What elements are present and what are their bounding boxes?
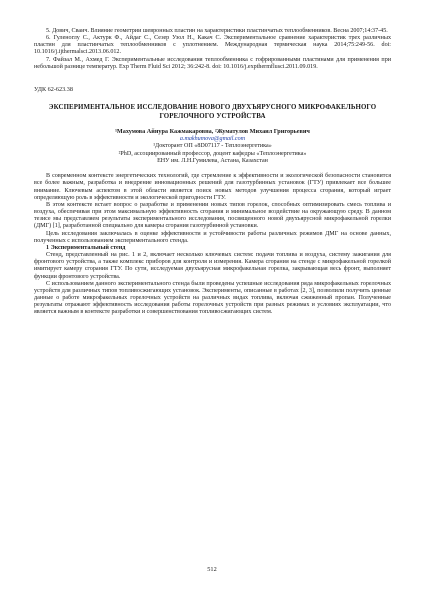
reference-item: 7. Файзал М., Ахмед Г. Экспериментальные исследования теплообменника с гофрированными пластинами для применения при небольшой разнице температур. Exp Therm Fluid Sci 2012; 36:242-8. doi: 10.1016/j.expthermflusci.2011.09.019. <box>34 56 391 70</box>
paragraph: В этом контексте встает вопрос о разработке и применении новых типов горелок, способных оптимизировать смесь топлива и воздуха, обеспечивая при этом максимальную эффективность сгорания и минимальное воздействие на окружающую среду. В данном тезисе мы представляем результаты экспериментального исследования, посвященного новой двухъярусной микрофакельной горелки (ДМГ) [1], разработанной специально для камеры сгорания газотурбинной установки. <box>34 201 391 230</box>
paragraph: В современном контексте энергетических технологий, где стремление к эффективности и экологической безопасности становится все более важным, разработка и внедрение инновационных решений для газотурбинных установок (ГТУ) привлекает все большее внимание. Ключевым аспектом в этой области является поиск новых методов улучшения процесса сгорания, который играет определяющую роль в эффективности и экологической пригодности ГТУ. <box>34 173 391 201</box>
paragraph: С использованием данного экспериментального стенда были проведены успешные исследования ряда микрофакельных горелочных устройств для различных типов топливосжигающих установок. Эксперименты, описанные в работах [2, 3], позволили получить ценные данные о работе микрофакельных горелочных устройств на различных видах топлива, включая сжиженный пропан. Полученные результаты отражают эффективность исследования работы горелочных устройств при разных режимах и условиях эксплуатации, что является важным в контексте разработки и совершенствования топливосжигающих систем. <box>34 280 391 316</box>
page-number: 512 <box>207 566 217 573</box>
section-heading: 1 Экспериментальный стенд <box>46 244 126 251</box>
paragraph: Цель исследования заключалась в оценке эффективности и устойчивости работы различных режимов ДМГ на основе данных, полученных с использованием экспериментального стенда. <box>34 230 391 244</box>
udk-code: УДК 62-623.38 <box>34 85 73 93</box>
paragraph: Стенд, представленный на рис. 1 и 2, включает несколько ключевых систем: подачи топлива и воздуха, систему зажигания для фронтового устройства, а также комплекс приборов для контроля и измерения. Камера сгорания на стенде с микрофакельной горелкой имитирует камеру сгорания ГТУ. По сути, исследуемая двухъярусная микрофакельная горелка, закрывающая весь фронт, выполняет функции фронтового устройства. <box>34 252 391 280</box>
affiliation-3: ЕНУ им. Л.Н.Гумилева, Астана, Казахстан <box>157 158 268 165</box>
paper-title: ЭКСПЕРИМЕНТАЛЬНОЕ ИССЛЕДОВАНИЕ НОВОГО ДВУХЪЯРУСНОГО МИКРОФАКЕЛЬНОГО ГОРЕЛОЧНОГО УСТРОЙСТВА <box>48 103 377 120</box>
body-text <box>34 173 391 316</box>
authors-line: ¹Махумова Айнура Кажмакаровна, ²Жуматулов Михаил Григорьевич <box>115 128 310 136</box>
reference-item: 6. Гуленоглу С., Актурк Ф., Айдаг С., Сезер Узол Н., Какач С. Экспериментальное сравнение характеристик трех различных пластин для пластинчатых теплообменников с уплотнением. Международная термическая наука 2014;75:249-56. doi: 10.1016/j.ijthermalsci.2013.06.012. <box>34 35 391 56</box>
affiliation-1: ¹Докторант ОП «8D07117 - Теплоэнергетика» <box>153 143 272 150</box>
affiliation-2: ²PhD, ассоциированный профессор, доцент кафедры «Теплоэнергетика» <box>118 150 307 157</box>
author-email: a.makhumova@gmail.com <box>179 136 246 143</box>
document-page <box>34 28 391 316</box>
reference-item: 5. Дович, Сваич. Влияние геометрии шевронных пластин на характеристики пластинчатых теплообменников. Весна 2007;14:37-45. <box>46 28 388 34</box>
reference-list <box>34 28 391 71</box>
